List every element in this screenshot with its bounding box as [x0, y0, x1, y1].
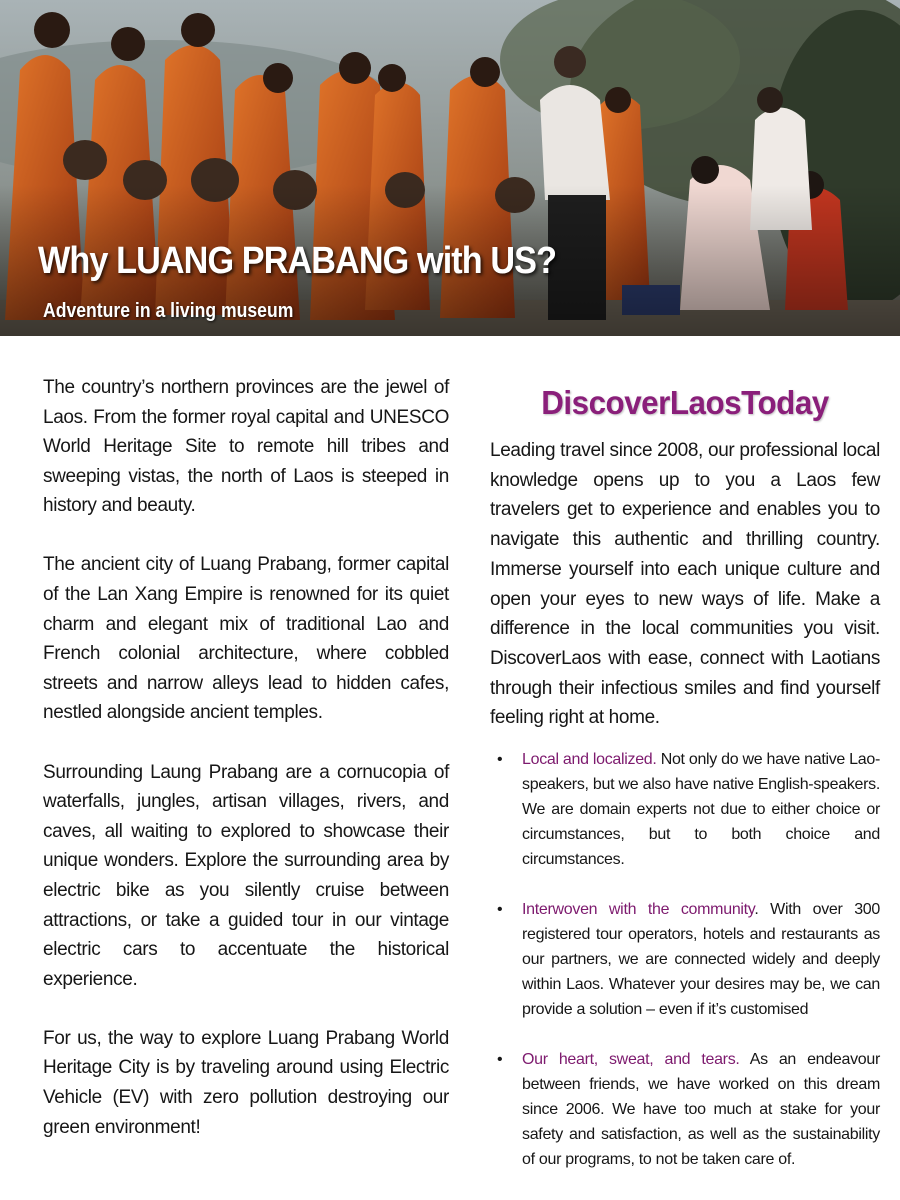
- point-text: . With over 300 registered tour operators, hotels and restaurants as our partners, we are connected widely and deeply within Laos. Whatever your desires may be, we can provide a solution – even if it’s customised: [522, 901, 880, 1019]
- hero-banner: [0, 0, 900, 336]
- paragraph-electric-vehicle: For us, the way to explore Luang Prabang World Heritage City is by traveling around using Electric Vehicle (EV) with zero pollution destroying our green environment!: [43, 1027, 449, 1138]
- point-title: Interwoven with the community: [522, 901, 755, 919]
- intro-paragraph: Leading travel since 2008, our professional local knowledge opens up to you a Laos few travelers get to experience and enables you to navigate this authentic and thrilling country. Immerse yourself into each unique culture and open your eyes to new ways of life. Make a difference in the local communities you visit. DiscoverLaos with ease, connect with Laotians through their infectious smiles and find yourself feeling right at home.: [490, 440, 880, 729]
- page-title: Why LUANG PRABANG with US?: [38, 240, 557, 282]
- paragraph-northern-provinces: The country’s northern provinces are the jewel of Laos. From the former royal capital and UNESCO World Heritage Site to remote hill tribes and sweeping vistas, the north of Laos is steeped in history and beauty.: [43, 377, 449, 517]
- main-content: [0, 336, 900, 1200]
- list-item: [490, 897, 880, 1022]
- paragraph-surroundings: Surrounding Laung Prabang are a cornucopia of waterfalls, jungles, artisan villages, rivers, and caves, all waiting to explored to showcase their unique wonders. Explore the surrounding area by electric bike as you silently cruise between attractions, or take a guided tour in our vintage electric cars to accentuate the historical experience.: [43, 761, 449, 990]
- point-title: Local and localized.: [522, 751, 657, 769]
- bullet-icon: •: [497, 751, 503, 769]
- list-item: [490, 1047, 880, 1172]
- paragraph-ancient-city: The ancient city of Luang Prabang, former capital of the Lan Xang Empire is renowned for its quiet charm and elegant mix of traditional Lao and French colonial architecture, where cobbled streets and narrow alleys lead to hidden cafes, nestled alongside ancient temples.: [43, 554, 449, 724]
- brand-heading: DiscoverLaosToday: [541, 384, 829, 421]
- right-column: [490, 384, 880, 1197]
- bullet-icon: •: [497, 1051, 503, 1069]
- selling-points-list: [490, 747, 880, 1172]
- point-text: Not only do we have native Lao-speakers, but we also have native English-speakers. We are domain experts not due to either choice or circumstances, but to both choice and circumstances.: [522, 751, 880, 869]
- alms-giving-photo: [0, 0, 900, 336]
- bullet-icon: •: [497, 901, 503, 919]
- page-subtitle: Adventure in a living museum: [43, 300, 294, 322]
- list-item: [490, 747, 880, 872]
- left-column: [43, 373, 449, 1172]
- point-title: Our heart, sweat, and tears.: [522, 1051, 740, 1069]
- point-text: As an endeavour between friends, we have worked on this dream since 2006. We have too much at stake for your safety and satisfaction, as well as the sustainability of our programs, to not be taken care of.: [522, 1051, 880, 1169]
